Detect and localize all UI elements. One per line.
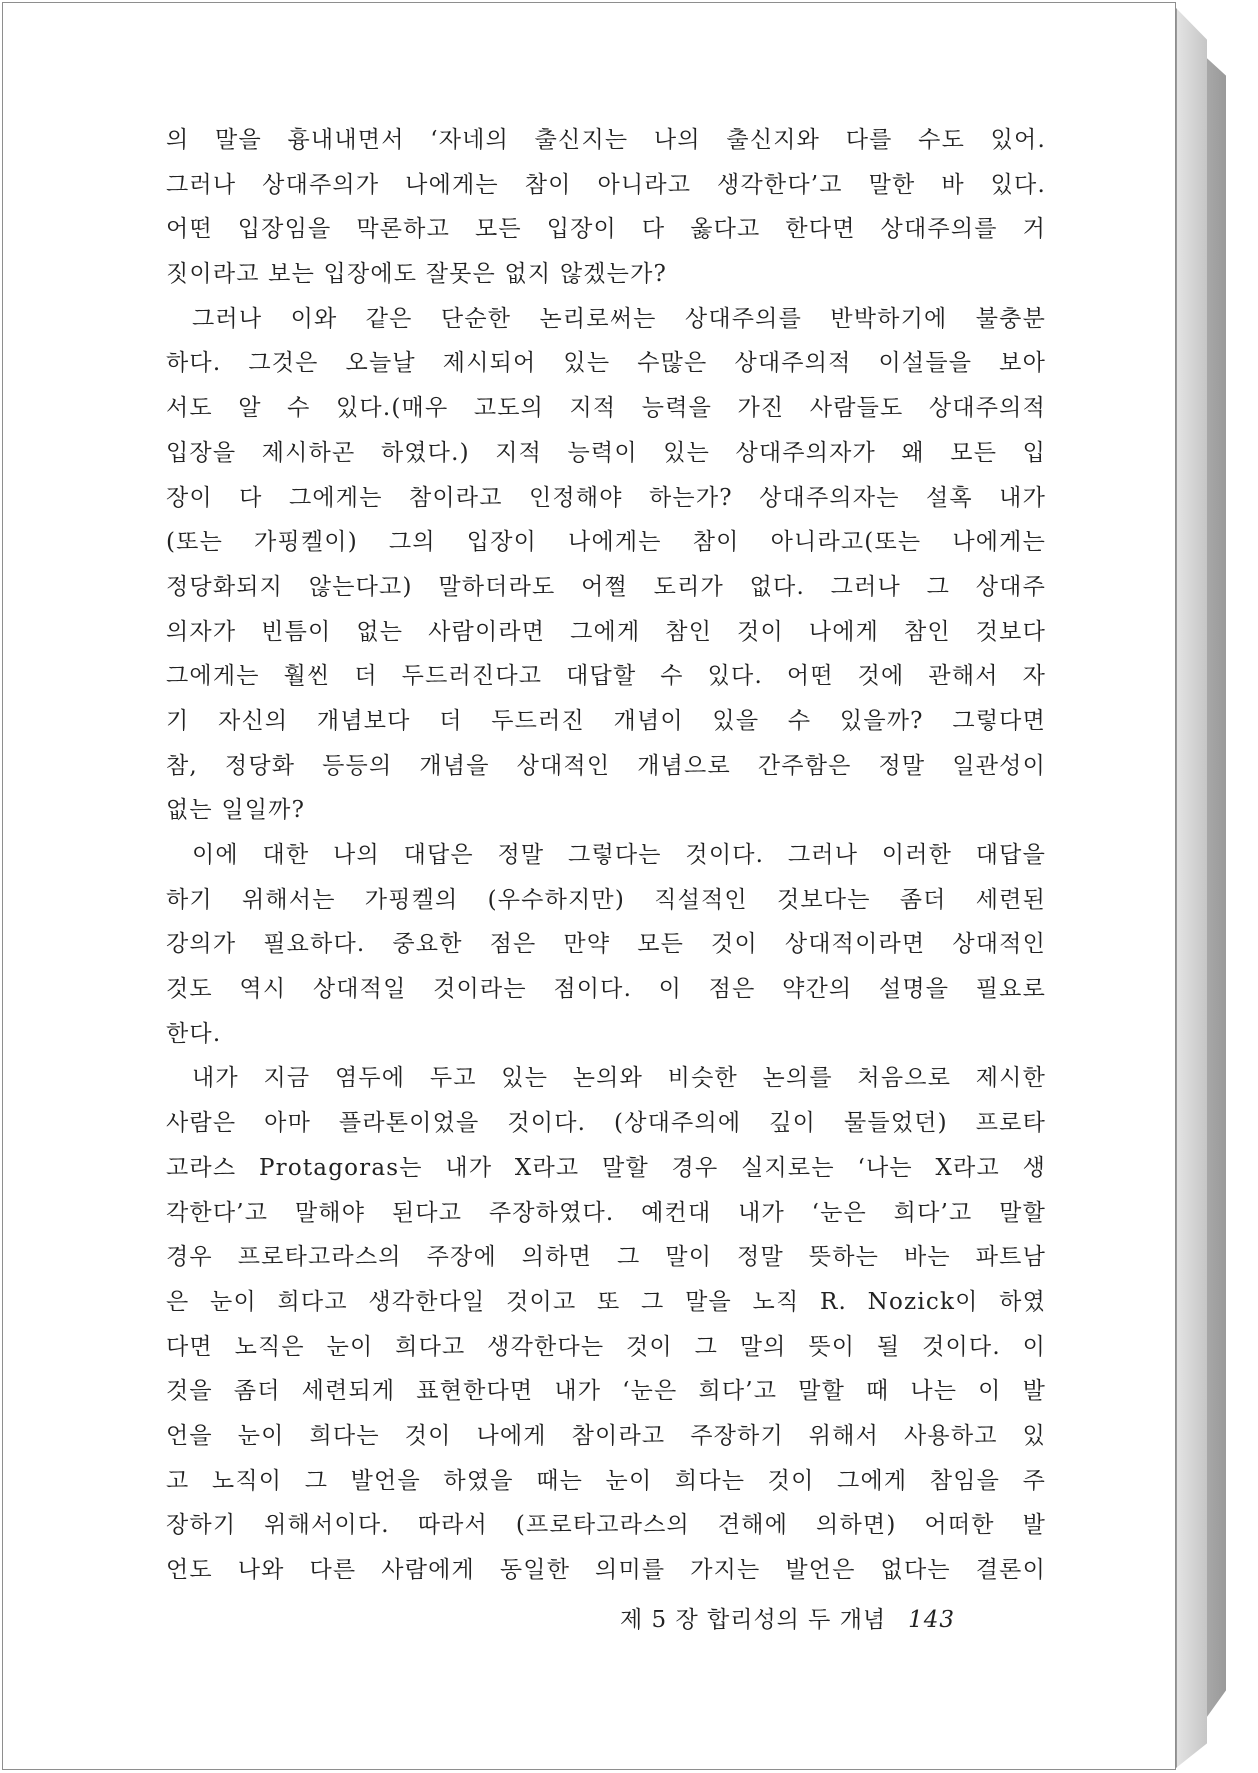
text-line: 의 말을 흉내내면서 ‘자네의 출신지는 나의 출신지와 다를 수도 있어. — [166, 127, 1046, 153]
text-line: 하다. 그것은 오늘날 제시되어 있는 수많은 상대주의적 이설들을 보아 — [166, 350, 1046, 377]
text-line: 각한다’고 말해야 된다고 주장하였다. 예컨대 내가 ‘눈은 희다’고 말할 — [166, 1199, 1046, 1226]
text-line: 장이 다 그에게는 참이라고 인정해야 하는가? 상대주의자는 설혹 내가 — [166, 484, 1046, 511]
text-line: 경우 프로타고라스의 주장에 의하면 그 말이 정말 뜻하는 바는 파트남 — [166, 1244, 1046, 1271]
text-line: 내가 지금 염두에 두고 있는 논의와 비슷한 논의를 처음으로 제시한 — [192, 1065, 1046, 1092]
text-line: 것도 역시 상대적일 것이라는 점이다. 이 점은 약간의 설명을 필요로 — [166, 976, 1046, 1003]
text-line: 언을 눈이 희다는 것이 나에게 참이라고 주장하기 위해서 사용하고 있 — [166, 1422, 1046, 1449]
text-line: 그러나 상대주의가 나에게는 참이 아니라고 생각한다’고 말한 바 있다. — [166, 171, 1046, 198]
text-line: 한다. — [166, 1020, 222, 1047]
text-line: 은 눈이 희다고 생각한다일 것이고 또 그 말을 노직 R. Nozick이 하였 — [166, 1288, 1046, 1315]
text-line: 없는 일일까? — [166, 797, 306, 824]
text-line: 참, 정당화 등등의 개념을 상대적인 개념으로 간주함은 정말 일관성이 — [166, 752, 1046, 779]
text-line: 이에 대한 나의 대답은 정말 그렇다는 것이다. 그러나 이러한 대답을 — [192, 842, 1046, 868]
text-line: 강의가 필요하다. 중요한 점은 만약 모든 것이 상대적이라면 상대적인 — [166, 931, 1046, 958]
text-line: 고라스 Protagoras는 내가 X라고 말할 경우 실지로는 ‘나는 X라고 생 — [166, 1154, 1046, 1181]
text-line: 의자가 빈틈이 없는 사람이라면 그에게 참인 것이 나에게 참인 것보다 — [166, 618, 1046, 645]
text-line: 입장을 제시하곤 하였다.) 지적 능력이 있는 상대주의자가 왜 모든 입 — [166, 439, 1046, 466]
text-line: 그러나 이와 같은 단순한 논리로써는 상대주의를 반박하기에 불충분 — [192, 305, 1046, 332]
text-line: 그에게는 훨씬 더 두드러진다고 대답할 수 있다. 어떤 것에 관해서 자 — [166, 663, 1046, 690]
text-line: 장하기 위해서이다. 따라서 (프로타고라스의 견해에 의하면) 어떠한 발 — [166, 1512, 1046, 1539]
running-footer — [620, 1600, 1020, 1640]
text-line: 기 자신의 개념보다 더 두드러진 개념이 있을 수 있을까? 그렇다면 — [166, 707, 1046, 734]
text-line: 어떤 입장임을 막론하고 모든 입장이 다 옳다고 한다면 상대주의를 거 — [166, 216, 1046, 243]
text-line: 다면 노직은 눈이 희다고 생각한다는 것이 그 말의 뜻이 될 것이다. 이 — [166, 1333, 1046, 1360]
text-line: 언도 나와 다른 사람에게 동일한 의미를 가지는 발언은 없다는 결론이 — [166, 1557, 1046, 1583]
text-line: 정당화되지 않는다고) 말하더라도 어쩔 도리가 없다. 그러나 그 상대주 — [166, 573, 1046, 600]
text-line: 고 노직이 그 발언을 하였을 때는 눈이 희다는 것이 그에게 참임을 주 — [166, 1467, 1046, 1494]
body-text — [166, 118, 1046, 1593]
text-line: (또는 가핑켈이) 그의 입장이 나에게는 참이 아니라고(또는 나에게는 — [166, 529, 1046, 556]
text-line: 하기 위해서는 가핑켈의 (우수하지만) 직설적인 것보다는 좀더 세련된 — [166, 886, 1046, 913]
text-line: 것을 좀더 세련되게 표현한다면 내가 ‘눈은 희다’고 말할 때 나는 이 발 — [166, 1378, 1046, 1405]
page-number: 143 — [908, 1607, 956, 1633]
text-line: 짓이라고 보는 입장에도 잘못은 없지 않겠는가? — [166, 261, 668, 288]
text-line: 서도 알 수 있다.(매우 고도의 지적 능력을 가진 사람들도 상대주의적 — [166, 395, 1046, 422]
page-stack-edge-front — [1176, 8, 1207, 1768]
text-line: 사람은 아마 플라톤이었을 것이다. (상대주의에 깊이 물들었던) 프로타 — [166, 1110, 1046, 1137]
chapter-title: 제 5 장 합리성의 두 개념 — [620, 1607, 887, 1633]
